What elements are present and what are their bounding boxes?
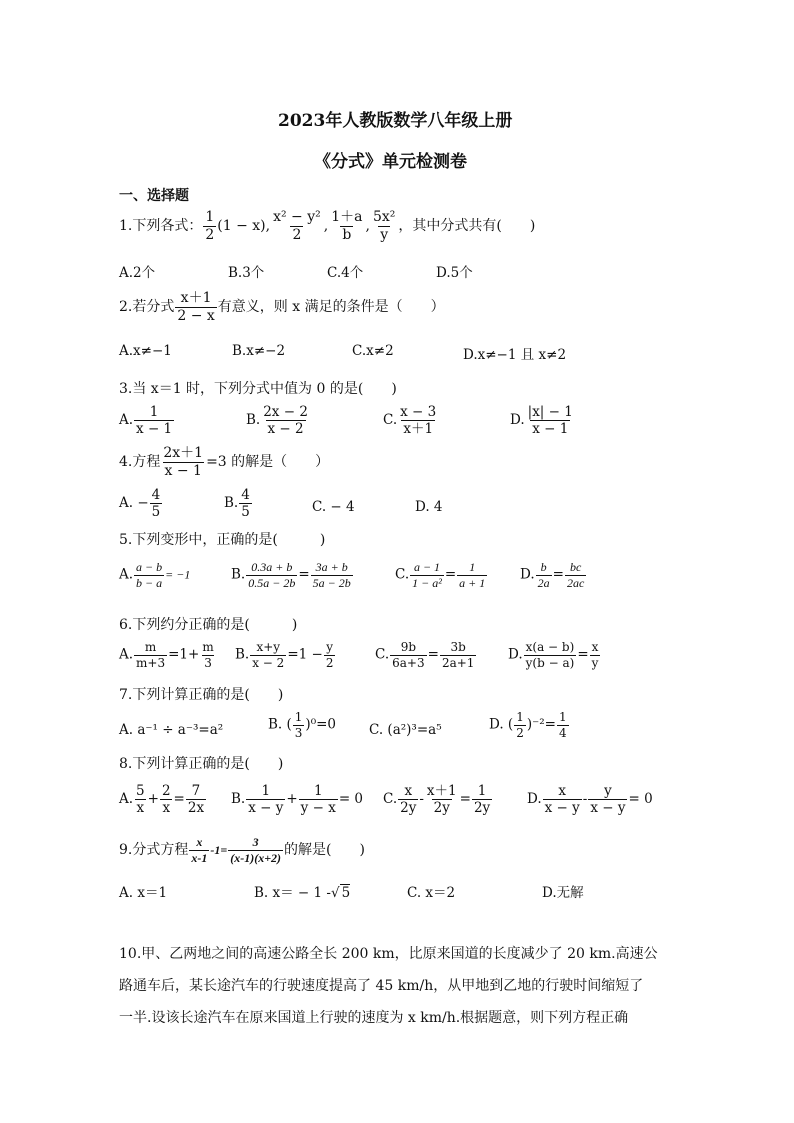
q1-option-c: C.4个 xyxy=(327,265,364,281)
q1-fraction-4: $\frac{\text{5x²}}{y}$ xyxy=(372,209,396,243)
q2-option-a: A.x≠−1 xyxy=(119,343,172,359)
q5-option-a: A. $\frac{a - b}{b - a}$ = −1 xyxy=(119,560,191,590)
question-5-stem: 5.下列变形中，正确的是( ) xyxy=(119,532,326,548)
q1-fraction-2: $\frac{\text{x² − y²}}{2}$ xyxy=(273,209,321,243)
q5-option-d: D. $\frac{b}{2a}$ = $\frac{bc}{2ac}$ xyxy=(520,560,585,590)
q1-fraction-1: $\frac{1}{2}$ xyxy=(205,209,215,243)
question-10 xyxy=(119,938,719,1034)
question-4: 4.方程 $\frac{2x+1}{x - 1}$ =3 的解是（ ） xyxy=(119,445,330,479)
section-heading: 一、选择题 xyxy=(119,188,189,204)
page-subtitle: 《分式》单元检测卷 xyxy=(314,152,467,172)
q6-option-c: C. $\frac{9b}{6a+3}$ = $\frac{3b}{2a+1}$ xyxy=(375,640,475,670)
q10-line-3: 一半.设该长途汽车在原来国道上行驶的速度为 x km/h.根据题意，则下列方程正确 xyxy=(119,1010,629,1026)
q9-option-b: B. x＝ − 1 -√ 5 xyxy=(254,885,351,901)
q2-option-c: C.x≠2 xyxy=(352,343,394,359)
q9-option-a: A. x＝1 xyxy=(119,885,168,901)
q3-option-b: B. $\frac{2x - 2}{x - 2}$ xyxy=(246,404,308,438)
q10-line-2: 路通车后，某长途汽车的行驶速度提高了 45 km/h，从甲地到乙地的行驶时间缩短了 xyxy=(119,978,644,994)
question-6-stem: 6.下列约分正确的是( ) xyxy=(119,617,298,633)
q8-option-c: C. $\frac{x}{2y}$ - $\frac{x+1}{2y}$ = $\frac{1}{2y}$ xyxy=(383,783,491,817)
q9-option-c: C. x＝2 xyxy=(407,885,456,901)
q7-option-b: B. ( $\frac{1}{3}$ )⁰=0 xyxy=(268,710,337,740)
q6-option-a: A. $\frac{m}{m+3}$ =1+ $\frac{m}{3}$ xyxy=(119,640,214,670)
q8-option-a: A. $\frac{5}{x}$ + $\frac{2}{x}$ = $\frac{7}{2x}$ xyxy=(119,783,205,817)
q2-option-b: B.x≠−2 xyxy=(232,343,286,359)
q1-fraction-3: $\frac{1+a}{b}$ xyxy=(331,209,363,243)
q2-fraction: $\frac{x+1}{2 - x}$ xyxy=(177,290,215,324)
q1-option-d: D.5个 xyxy=(436,265,473,281)
q6-option-b: B. $\frac{x+y}{x - 2}$ =1 − $\frac{y}{2}$ xyxy=(235,640,334,670)
page-title: 2023年人教版数学八年级上册 xyxy=(278,111,513,131)
q3-option-c: C. $\frac{x - 3}{x+1}$ xyxy=(383,404,437,438)
question-8-stem: 8.下列计算正确的是( ) xyxy=(119,756,284,772)
q4-option-d: D. 4 xyxy=(415,499,443,515)
q4-option-a: A. − $\frac{4}{5}$ xyxy=(119,487,161,521)
question-7-stem: 7.下列计算正确的是( ) xyxy=(119,687,284,703)
q9-option-d: D.无解 xyxy=(542,885,584,901)
q8-option-b: B. $\frac{1}{x - y}$ + $\frac{1}{y - x}$ = 0 xyxy=(231,783,364,817)
q3-option-d: D. $\frac{|x| - 1}{x - 1}$ xyxy=(510,404,573,438)
q1-prefix: 1.下列各式： xyxy=(119,218,203,235)
q3-option-a: A. $\frac{1}{x - 1}$ xyxy=(119,404,173,438)
q1-option-a: A.2个 xyxy=(119,265,156,281)
question-1: 1.下列各式： $\frac{1}{2}$ (1 − x), $\frac{\text{x² − y²}}{2}$ , $\frac{1+a}{b}$ , $\frac{\text{5x²}}{y}$ ，其中分式共有( ) xyxy=(119,209,536,243)
q7-option-c: C. (a²)³=a⁵ xyxy=(369,722,442,738)
q5-option-c: C. $\frac{a - 1}{\text{1 − a²}}$ = $\frac{1}{a + 1}$ xyxy=(395,560,486,590)
q1-option-b: B.3个 xyxy=(228,265,265,281)
q1-suffix: ，其中分式共有( ) xyxy=(398,218,536,235)
q4-option-c: C. − 4 xyxy=(312,499,355,515)
question-3-stem: 3.当 x＝1 时，下列分式中值为 0 的是( ) xyxy=(119,381,397,397)
question-2: 2.若分式 $\frac{x+1}{2 - x}$ 有意义，则 x 满足的条件是（ ） xyxy=(119,290,445,324)
q6-option-d: D. $\frac{x(a - b)}{y(b - a)}$ = $\frac{x}{y}$ xyxy=(508,640,599,670)
q2-option-d: D.x≠−1 且 x≠2 xyxy=(463,347,567,363)
q4-option-b: B. $\frac{4}{5}$ xyxy=(224,487,250,521)
question-9: 9.分式方程 $\frac{x}{x-1}$ -1= $\frac{3}{(x-1)(x+2)}$ 的解是( ) xyxy=(119,835,365,865)
q5-option-b: B. $\frac{0.3a + b}{0.5a - 2b}$ = $\frac{3a + b}{5a - 2b}$ xyxy=(231,560,351,590)
q7-option-d: D. ( $\frac{1}{2}$ )⁻²= $\frac{1}{4}$ xyxy=(489,710,567,740)
q10-line-1: 10.甲、乙两地之间的高速公路全长 200 km，比原来国道的长度减少了 20 km.高速公 xyxy=(119,946,658,962)
q8-option-d: D. $\frac{x}{x - y}$ - $\frac{y}{x - y}$ = 0 xyxy=(527,783,653,817)
q7-option-a: A. a⁻¹ ÷ a⁻³=a² xyxy=(119,722,224,738)
